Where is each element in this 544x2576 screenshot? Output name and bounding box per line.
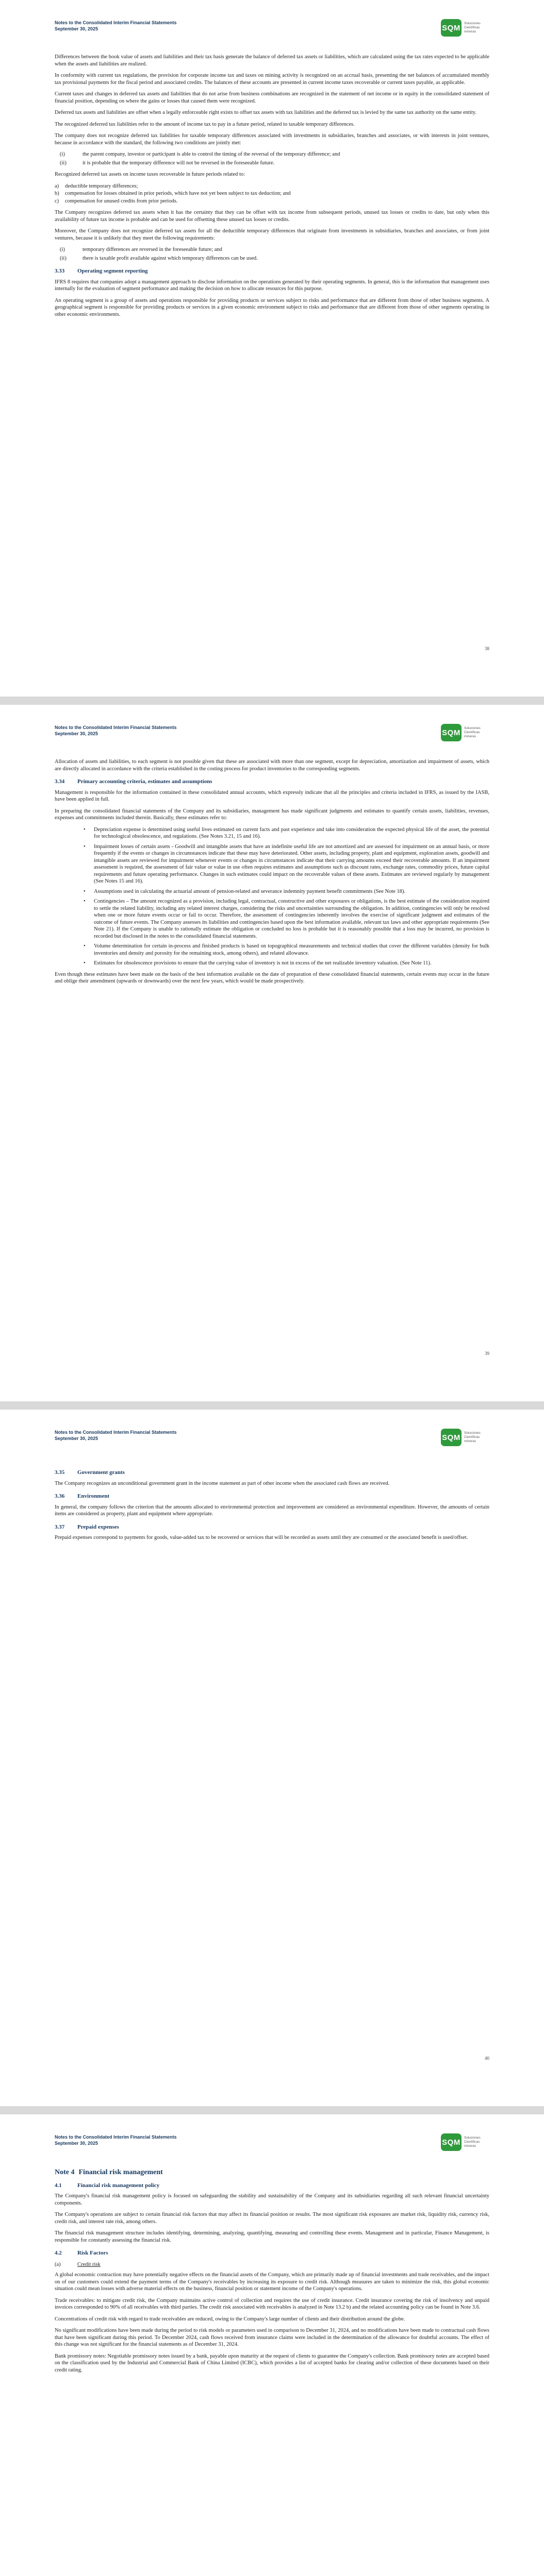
section-heading: [55, 778, 489, 786]
section-number: 3.33: [55, 268, 65, 274]
section-title: Financial risk management policy: [77, 2182, 160, 2189]
section-title: Government grants: [77, 1469, 125, 1476]
header-date: September 30, 2025: [55, 26, 98, 31]
section-title: Prepaid expenses: [77, 1523, 119, 1530]
logo-subtitle: Soluciones Científicas mineras: [464, 726, 481, 738]
header-date: September 30, 2025: [55, 731, 98, 736]
header-title: Notes to the Consolidated Interim Financial Statements: [55, 2134, 177, 2140]
list-item: [55, 190, 489, 197]
paragraph: The recognized deferred tax liabilities refer to the amount of income tax to pay in a future period, related to taxable temporary differences.: [55, 121, 355, 127]
page-body: [55, 2168, 489, 2378]
roman-list: [55, 246, 489, 262]
company-logo: [441, 1427, 489, 1449]
page-header: [55, 20, 489, 42]
note-number: Note 4: [55, 2168, 75, 2176]
logo-subtitle: Soluciones Científicas mineras: [464, 2136, 481, 2148]
paragraph: Even though these estimates have been made on the basis of the best information available on the date of preparation of these consolidated financial statements, certain events may occur in the future and oblige their amendment (upwards or downwards) over the next few years, which would be made prospectively.: [55, 971, 489, 984]
section-heading: [55, 1524, 489, 1531]
paragraph: Deferred tax assets and liabilities are offset when a legally enforceable right exists to offset tax assets with tax liabilities and the deferred tax is levied by the same tax authority on the same entity.: [55, 110, 476, 115]
list-text: it is probable that the temporary difference will not be reversed in the foreseeable future.: [83, 160, 275, 166]
logo-badge: SQM: [441, 2133, 461, 2151]
paragraph: Bank promissory notes: Negotiable promissory notes issued by a bank, payable upon maturity at the request of clients to guarantee the Company's collection. Bank promissory notes are accepted based on the classification used by the Industrial and Commercial Bank of China Limited (ICBC), which provides a list of accepted banks for clearing and/or collection of these documents based on their credit rating.: [55, 2353, 489, 2373]
subsection-number: (a): [55, 2261, 61, 2267]
paragraph: Management is responsible for the information contained in these consolidated annual accounts, which expressly indicate that all the principles and criteria included in IFRS, as issued by the IASB, have been applied in full.: [55, 789, 489, 802]
list-marker: b): [55, 191, 59, 196]
paragraph: Current taxes and changes in deferred tax assets and liabilities that do not arise from business combinations are recognized in the statement of net income or in equity in the consolidated statement of financial position, depending on where the gains or losses that caused them were recognized.: [55, 91, 489, 104]
list-marker: (ii): [60, 160, 67, 166]
paragraph: In conformity with current tax regulations, the provision for corporate income tax and taxes on mining activity is recognized on an accrual basis, presenting the net balances of accumulated monthly tax provisional payments for the fiscal period and associated credits. The balances of these accounts are presented in current income taxes recoverable or current taxes payable, as applicable.: [55, 73, 489, 86]
page-38: [0, 0, 544, 697]
logo-badge: SQM: [441, 1429, 461, 1446]
paragraph: No significant modifications have been made during the period to risk models or parameters used in comparison to December 31, 2024, and no modifications have been made to contractual cash flows that have been significant during this period. To December 2024, cash flows received from insurance claims were included in the determination of the allowance for doubtful accounts. The effect of this change was not significant for the financial statements as of December 31, 2024.: [55, 2328, 489, 2347]
list-text: there is taxable profit available against which temporary differences can be used.: [83, 255, 258, 261]
list-text: deductible temporary differences;: [65, 183, 138, 189]
roman-list: [55, 151, 489, 166]
company-logo: [441, 18, 489, 39]
bullet-item: • Estimates for obsolescence provisions to ensure that the carrying value of inventory is not in excess of the net realizable inventory valuation. (See Note 11).: [94, 960, 489, 967]
paragraph: The Company's financial risk management policy is focused on safeguarding the stability and sustainability of the Company and its subsidiaries regarding all such relevant financial uncertainty components.: [55, 2193, 489, 2206]
paragraph: The Company recognizes an unconditional government grant in the income statement as part of other income when the associated cash flows are received.: [55, 1480, 390, 1486]
header-title: Notes to the Consolidated Interim Financial Statements: [55, 20, 177, 25]
paragraph: An operating segment is a group of assets and operations responsible for providing products or services subject to risks and performance that are different from those of other business segments. A geographical segment is responsible for providing products or services in a given economic environment subject to risks and performance that are different from those of other segments operating in other economic environments.: [55, 297, 489, 317]
bullet-item: • Contingencies – The amount recognized as a provision, including legal, contractual, constructive and other exposures or obligations, is the best estimate of the consideration required to settle the related liability, including any related interest charges, considering the risks and uncertainties surrounding the obligation. In addition, contingencies will only be resolved when one or more future events occur or fail to occur. Therefore, the assessment of contingencies inherently involves the exercise of significant judgment and estimates of the outcome of future events. The Company assesses its liabilities and contingencies based upon the best information available, relevant tax laws and other appropriate requirements (See Note 21). If the Company is unable to rationally estimate the obligation or concluded no loss is probable but it is reasonably possible that a loss may be incurred, no provision is recorded but disclosed in the notes to the consolidated financial statements.: [94, 898, 489, 940]
list-item: [55, 198, 489, 205]
section-number: 3.35: [55, 1469, 65, 1476]
alpha-list: [55, 183, 489, 205]
list-item: [55, 255, 489, 262]
section-number: 4.2: [55, 2250, 62, 2256]
bullet-list: [55, 826, 489, 967]
section-number: 3.37: [55, 1523, 65, 1530]
list-item: [55, 246, 489, 253]
company-logo: [441, 2132, 489, 2154]
note-heading: [55, 2169, 489, 2176]
list-marker: (i): [60, 151, 65, 157]
paragraph: The financial risk management structure includes identifying, determining, analyzing, quantifying, measuring and controlling these events. Management and in particular, Finance Management, is responsible for constantly assessing the financial risk.: [55, 2230, 489, 2243]
page-body: [55, 54, 489, 323]
section-title: Risk Factors: [77, 2250, 108, 2256]
paragraph: In general, the company follows the criterion that the amounts allocated to environmental protection and improvement are considered as environmental expenditure. However, the amounts of certain items are considered as property, plant and equipment where appropriate.: [55, 1504, 489, 1517]
list-text: compensation for unused credits from prior periods.: [65, 198, 178, 204]
page-number: 40: [485, 2056, 489, 2061]
bullet-item: • Impairment losses of certain assets - Goodwill and intangible assets that have an indefinite useful life are not amortized and are assessed for impairment on an annual basis, or more frequently if the events or changes in circumstances indicate that these may have deteriorated. Other assets, including property, plant and equipment, exploration assets, goodwill and intangible assets are reviewed for impairment whenever events or changes in circumstances indicate that their carrying amounts exceed their recoverable amounts. If an impairment assessment is required, the assessment of fair value or value in use often requires estimates and assumptions such as discount rates, exchange rates, commodity prices, future capital requirements and future operating performance. Changes in such estimates could impact on the recoverable values of these assets. Estimates are reviewed regularly by management (See Notes 15 and 16).: [94, 843, 489, 885]
section-heading: [55, 2182, 489, 2190]
section-number: 3.36: [55, 1493, 65, 1499]
page-39: [0, 705, 544, 1401]
section-heading: [55, 268, 489, 275]
logo-badge: SQM: [441, 724, 461, 741]
page-body: [55, 1463, 489, 1546]
list-marker: (ii): [60, 255, 67, 261]
bullet-item: • Assumptions used in calculating the actuarial amount of pension-related and severance indemnity payment benefit commitments (See Note 18).: [94, 888, 489, 895]
page-number: 38: [485, 646, 489, 651]
section-heading: [55, 2250, 489, 2257]
header-date: September 30, 2025: [55, 2141, 98, 2146]
list-text: the parent company, investor or participant is able to control the timing of the reversal of the temporary difference; and: [83, 151, 340, 157]
header-title: Notes to the Consolidated Interim Financial Statements: [55, 1430, 177, 1435]
list-marker: c): [55, 198, 59, 204]
paragraph: Differences between the book value of assets and liabilities and their tax basis generate the balance of deferred tax assets or liabilities, which are calculated using the tax rates expected to be applicable when the assets and liabilities are realized.: [55, 54, 489, 67]
list-text: compensation for losses obtained in prior periods, which have not yet been subject to tax deduction; and: [65, 191, 291, 196]
paragraph: IFRS 8 requires that companies adopt a management approach to disclose information on the operations generated by their operating segments. In general, this is the information that management uses internally for the evaluation of segment performance and making the decision on how to allocate resources for this purpose.: [55, 279, 489, 292]
company-logo: [441, 722, 489, 744]
page-40: [0, 1410, 544, 2106]
paragraph: The Company recognizes deferred tax assets when it has the certainty that they can be offset with tax income from subsequent periods, unused tax losses or credits to date, but only when this availability of future tax income is probable and can be used for offsetting these unused tax losses or credits.: [55, 210, 489, 223]
paragraph: Concentrations of credit risk with regard to trade receivables are reduced, owing to the Company's large number of clients and their distribution around the globe.: [55, 2316, 405, 2322]
paragraph: Recognized deferred tax assets on income taxes recoverable in future periods related to:: [55, 172, 245, 177]
note-title: Financial risk management: [78, 2168, 163, 2176]
logo-subtitle: Soluciones Científicas mineras: [464, 1431, 481, 1443]
section-heading: [55, 1493, 489, 1500]
list-item: [55, 183, 489, 190]
page-header: [55, 2134, 489, 2157]
list-marker: a): [55, 183, 59, 189]
page-number: 39: [485, 1351, 489, 1356]
paragraph: Prepaid expenses correspond to payments for goods, value-added tax to be recovered or services that will be recorded as assets until they are consumed or the associated benefit is used/offset.: [55, 1535, 468, 1540]
paragraph: In preparing the consolidated financial statements of the Company and its subsidiaries, management has made significant judgments and estimates to quantify certain assets, liabilities, revenues, expenses and commitments included therein. Basically, these estimates refer to:: [55, 808, 489, 821]
page-41: [0, 2114, 544, 2576]
list-marker: (i): [60, 247, 65, 252]
bullet-item: • Depreciation expense is determined using useful lives estimated on current facts and past experience and take into consideration the expected physical life of the asset, the potential for technological obsolescence, and regulations. (See Notes 3.21, 15 and 16).: [94, 826, 489, 840]
section-title: Environment: [77, 1493, 110, 1499]
section-heading: [55, 1469, 489, 1477]
section-title: Operating segment reporting: [77, 268, 148, 274]
page-header: [55, 724, 489, 747]
paragraph: A global economic contraction may have potentially negative effects on the financial assets of the Company, which are primarily made up of financial investments and trade receivables, and the impact on of our customers could extend the payment terms of the Company's receivables by increasing its exposure to credit risk. Although measures are taken to minimize the risk, this global economic situation could mean losses with adverse material effects on the business, financial position or statement income of the Company's operations.: [55, 2272, 489, 2292]
paragraph: Allocation of assets and liabilities, to each segment is not possible given that these are associated with more than one segment, except for depreciation, amortization and impairment of assets, which are directly allocated in accordance with the criteria established in the costing process for product inventories to the corresponding segments.: [55, 759, 489, 772]
subsection-heading: [55, 2261, 489, 2268]
paragraph: The Company's operations are subject to certain financial risk factors that may affect its financial position or results. The most significant risk exposures are market risk, liquidity risk, currency risk, credit risk, and interest rate risk, among others.: [55, 2212, 489, 2225]
section-title: Primary accounting criteria, estimates and assumptions: [77, 778, 212, 785]
paragraph: The company does not recognize deferred tax liabilities for taxable temporary differences associated with investments in subsidiaries, branches and associates, or with interests in joint ventures, because in accordance with the standard, the following two conditions are jointly met:: [55, 133, 489, 146]
list-item: [55, 160, 489, 167]
section-number: 3.34: [55, 778, 65, 785]
page-header: [55, 1429, 489, 1452]
bullet-item: • Volume determination for certain in-process and finished products is based on topographical measurements and technical studies that cover the different variables (density for bulk inventories and density and porosity for the remaining stock, among others), and related allowance.: [94, 943, 489, 957]
list-item: [55, 151, 489, 158]
subsection-title: Credit risk: [77, 2261, 101, 2267]
page-body: [55, 758, 489, 990]
section-number: 4.1: [55, 2182, 62, 2189]
paragraph: Moreover, the Company does not recognize deferred tax assets for all the deductible temporary differences that originate from investments in subsidiaries, branches and associates, or from joint ventures, because it is unlikely that they meet the following requirements:: [55, 228, 489, 241]
list-text: temporary differences are reversed in the foreseeable future; and: [83, 247, 222, 252]
logo-badge: SQM: [441, 19, 461, 37]
paragraph: Trade receivables: to mitigate credit risk, the Company maintains active control of collection and requires the use of credit insurance. Credit insurance covering the risk of insolvency and unpaid invoices corresponded to 90% of all receivables with third parties. The credit risk associated with receivables is analyzed in Note 13.2 b) and the related accounting policy can be found in Note 3.6.: [55, 2297, 489, 2310]
header-title: Notes to the Consolidated Interim Financial Statements: [55, 725, 177, 730]
logo-subtitle: Soluciones Científicas mineras: [464, 22, 481, 33]
header-date: September 30, 2025: [55, 1436, 98, 1441]
